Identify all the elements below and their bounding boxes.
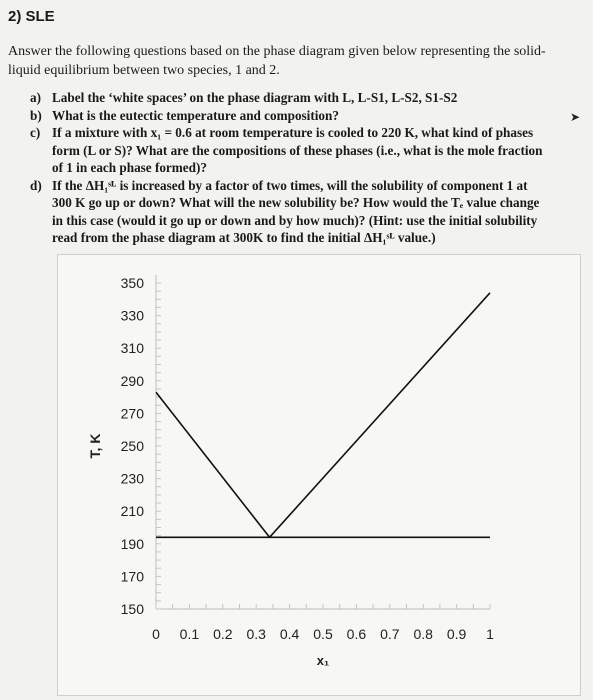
y-tick-label: 270 [120, 405, 144, 422]
x-tick-label: 1 [486, 626, 494, 642]
y-tick-label: 170 [120, 568, 144, 585]
x-tick-label: 0.4 [279, 626, 300, 642]
y-tick-label: 250 [120, 438, 144, 454]
phase-diagram-svg [58, 255, 580, 695]
y-tick-label: 150 [120, 601, 144, 617]
x-tick-label: 0.1 [179, 626, 200, 642]
x-tick-label: 0.5 [313, 626, 333, 642]
x-tick-label: 0.8 [413, 626, 433, 642]
question-text: If a mixture with x₁ = 0.6 at room temperature is cooled to 220 K, what kind of phases form (L or S)? What are the compositions of these phases (i.e., what is the mole fraction of 1 in each phase formed)? [52, 125, 543, 175]
y-tick-label: 190 [120, 535, 144, 552]
question-number: c) [30, 125, 41, 140]
y-tick-label: 210 [120, 503, 144, 520]
question-d [30, 177, 550, 247]
question-number: d) [30, 177, 42, 193]
y-axis-label: T, K [87, 433, 103, 459]
intro-paragraph: Answer the following questions based on the phase diagram given below representing the solid-liquid equilibrium between two species, 1 and 2. [8, 44, 546, 78]
y-tick-label: 230 [120, 470, 144, 487]
question-text: Label the ‘white spaces’ on the phase diagram with L, L-S1, L-S2, S1-S2 [52, 90, 458, 105]
x-tick-label: 0 [152, 626, 160, 642]
question-number: b) [30, 107, 42, 123]
x-tick-label: 0.3 [246, 626, 266, 642]
question-a [30, 89, 550, 107]
x-tick-label: 0.9 [446, 626, 467, 642]
section-heading: 2) SLE [8, 8, 55, 25]
phase-boundary-line-2 [270, 293, 490, 538]
question-text: What is the eutectic temperature and composition? [52, 107, 339, 123]
phase-boundary-line-1 [156, 392, 270, 537]
x-axis-label: x₁ [316, 653, 330, 668]
phase-diagram [57, 254, 581, 696]
question-b [30, 107, 550, 125]
x-tick-label: 0.6 [346, 626, 367, 642]
question-text: If the ΔH₁ˢᴸ is increased by a factor of two times, will the solubility of component 1 at 300 K go up or down? What will the new solubility be? How would the Tₑ value change in this case (would it go up or down and by how much)? (Hint: use the initial solubility read from the phase diagram at 300K to find the initial ΔH₁ˢᴸ value.) [52, 177, 540, 245]
x-tick-label: 0.2 [213, 626, 233, 642]
y-tick-label: 330 [120, 307, 144, 324]
y-tick-label: 290 [120, 372, 144, 389]
question-number: a) [30, 90, 41, 105]
y-tick-label: 310 [120, 340, 144, 357]
question-c [30, 124, 550, 177]
mouse-cursor-icon: ➤ [570, 110, 581, 124]
x-tick-label: 0.7 [380, 626, 400, 642]
y-tick-label: 350 [120, 275, 144, 291]
question-list [30, 89, 550, 247]
